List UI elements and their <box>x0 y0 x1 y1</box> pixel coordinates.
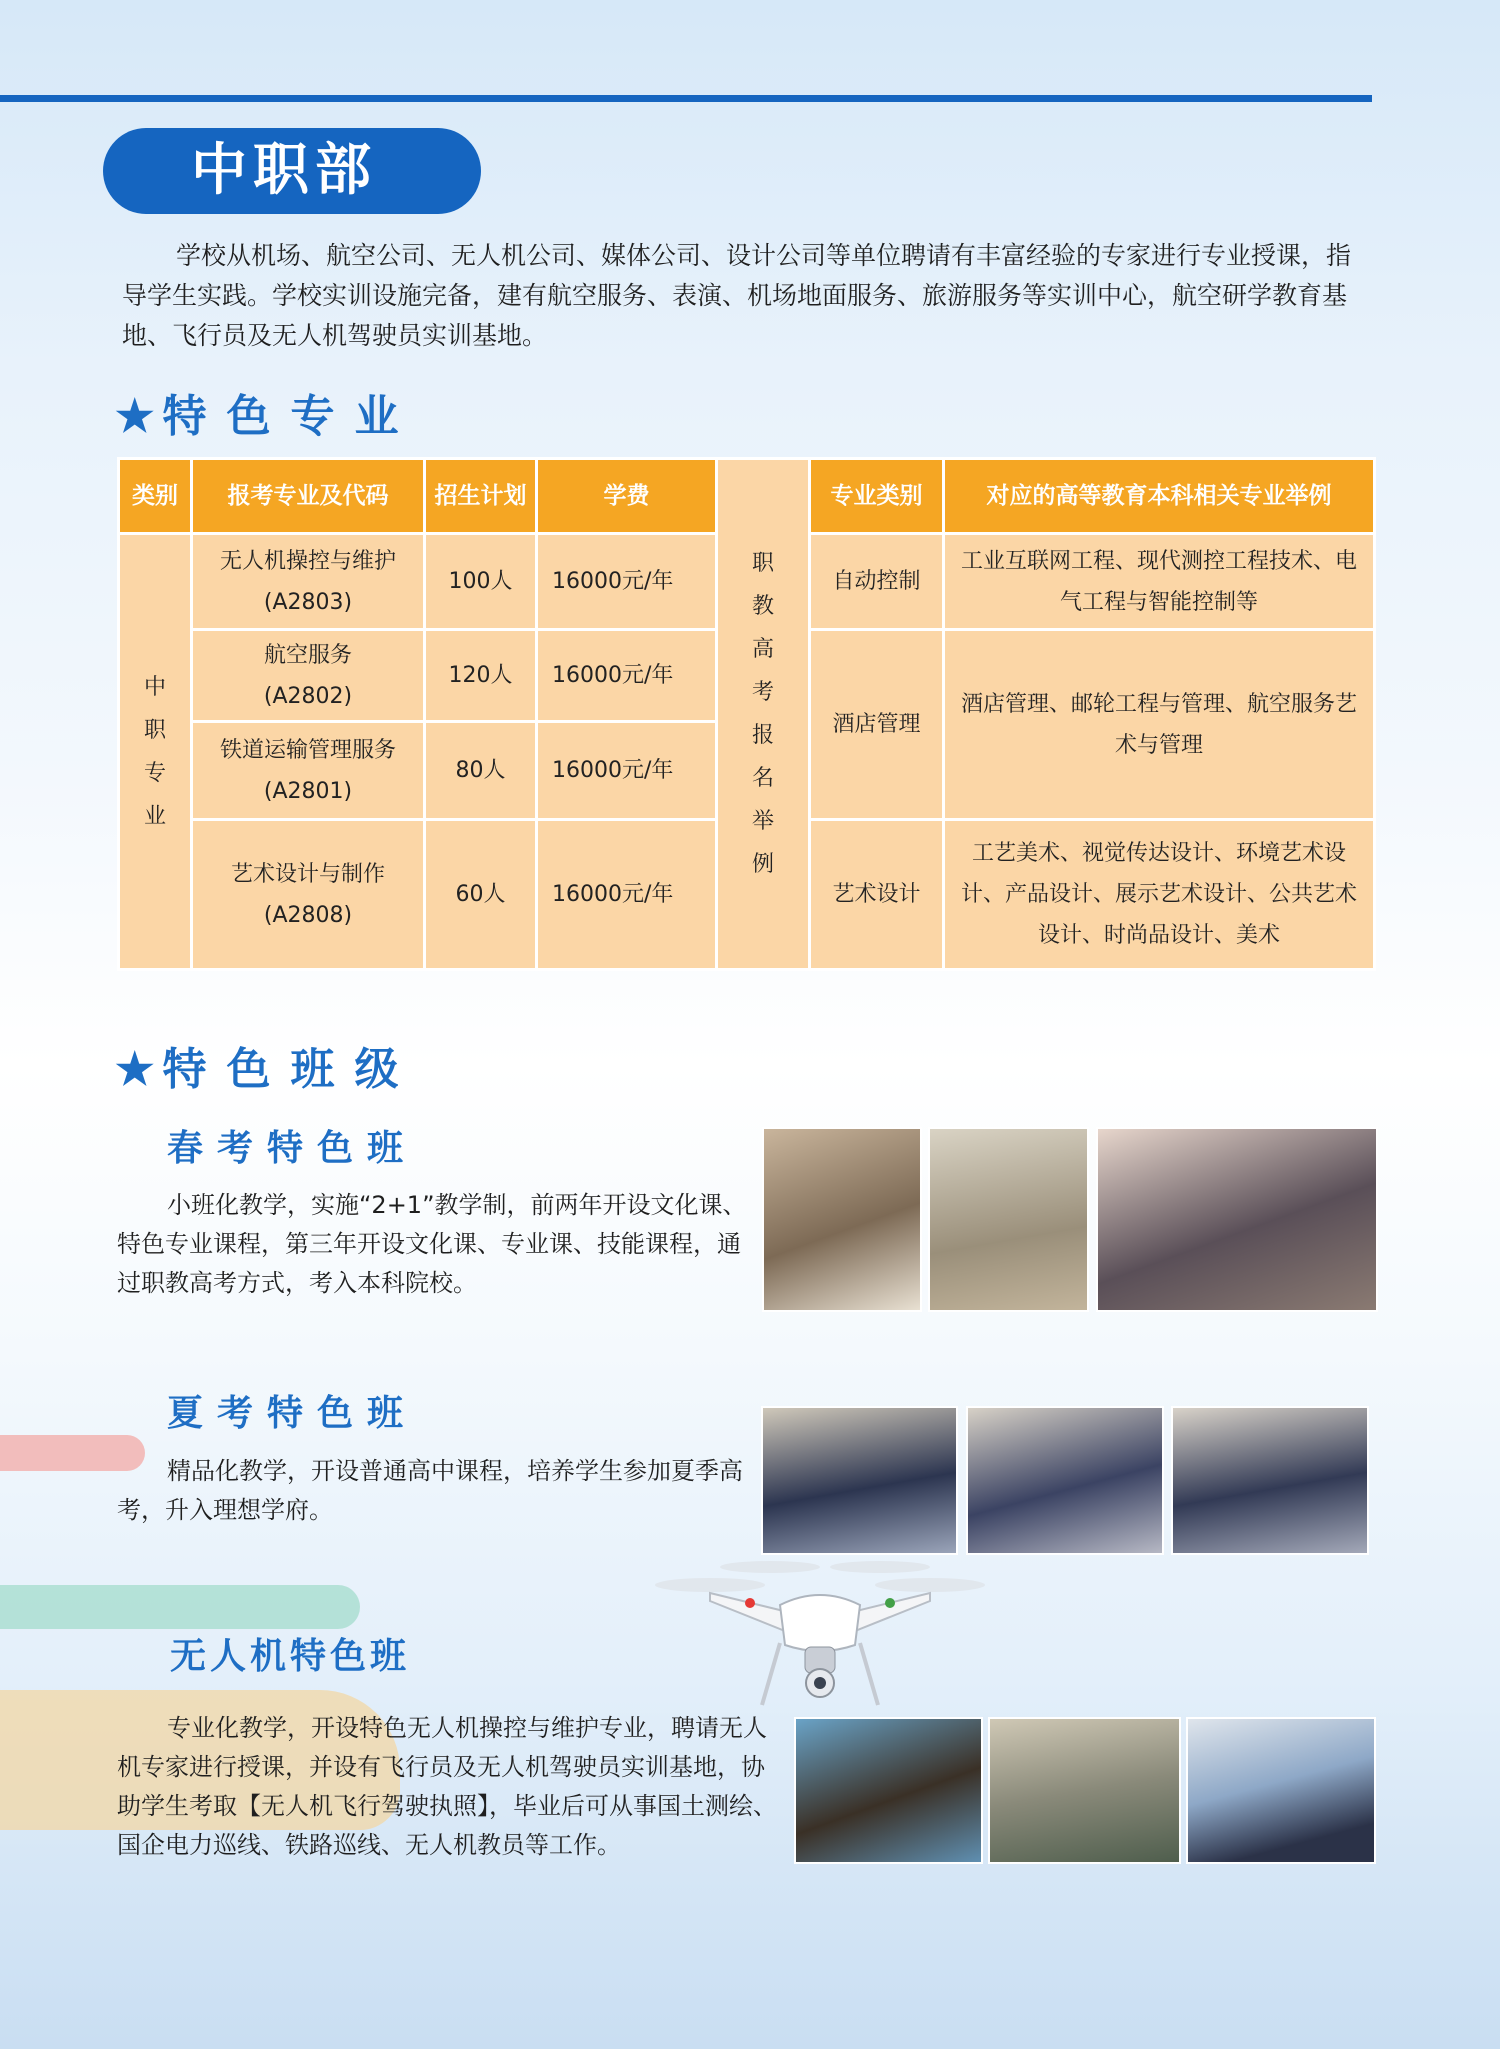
class-title-spring: 春考特色班 <box>167 1127 418 1169</box>
table-header: 对应的高等教育本科相关专业举例 <box>944 459 1375 534</box>
table-header: 类别 <box>119 459 192 534</box>
examples-cell: 酒店管理、邮轮工程与管理、航空服务艺术与管理 <box>944 630 1375 820</box>
type-cell: 自动控制 <box>810 534 944 630</box>
type-cell: 艺术设计 <box>810 820 944 970</box>
class-title-drone: 无人机特色班 <box>170 1635 411 1677</box>
photo-classroom <box>761 1406 958 1555</box>
page-title: 中职部 <box>103 128 481 214</box>
star-icon: ★ <box>115 391 163 442</box>
class-text-spring: 小班化教学，实施“2+1”教学制，前两年开设文化课、特色专业课程，第三年开设文化课、专业课、技能课程，通过职教高考方式，考入本科院校。 <box>117 1191 747 1297</box>
section-heading-majors <box>115 380 418 444</box>
photo-classroom <box>1171 1406 1369 1555</box>
photo-classroom <box>1096 1127 1378 1312</box>
fee-cell: 16000元/年 <box>537 820 717 970</box>
major-cell: 艺术设计与制作 (A2808) <box>192 820 425 970</box>
major-cell: 无人机操控与维护 (A2803) <box>192 534 425 630</box>
photo-classroom <box>928 1127 1089 1312</box>
table-header: 招生计划 <box>425 459 537 534</box>
drone-illustration <box>650 1555 990 1715</box>
major-cell: 铁道运输管理服务 (A2801) <box>192 722 425 820</box>
section-heading-classes <box>115 1033 418 1097</box>
plan-cell: 60人 <box>425 820 537 970</box>
table-header: 报考专业及代码 <box>192 459 425 534</box>
class-text-drone: 专业化教学，开设特色无人机操控与维护专业，聘请无人机专家进行授课，并设有飞行员及无人机驾驶员实训基地，协助学生考取【无人机飞行驾驶执照】，毕业后可从事国土测绘、国企电力巡线、铁路巡线、无人机教员等工作。 <box>117 1714 777 1859</box>
plan-cell: 120人 <box>425 630 537 722</box>
fee-cell: 16000元/年 <box>537 722 717 820</box>
exam-label-column: 职 教 高 考 报 名 举 例 <box>717 459 810 970</box>
star-icon: ★ <box>115 1044 163 1095</box>
examples-cell: 工艺美术、视觉传达设计、环境艺术设计、产品设计、展示艺术设计、公共艺术设计、时尚品设计、美术 <box>944 820 1375 970</box>
examples-cell: 工业互联网工程、现代测控工程技术、电气工程与智能控制等 <box>944 534 1375 630</box>
class-title-summer: 夏考特色班 <box>167 1392 418 1434</box>
section-title: 特色班级 <box>162 1044 419 1095</box>
category-cell: 中 职 专 业 <box>119 534 192 970</box>
photo-classroom <box>762 1127 922 1312</box>
photo-drone-class <box>1186 1717 1376 1864</box>
intro-paragraph: 学校从机场、航空公司、无人机公司、媒体公司、设计公司等单位聘请有丰富经验的专家进行专业授课，指导学生实践。学校实训设施完备，建有航空服务、表演、机场地面服务、旅游服务等实训中心，航空研学教育基地、飞行员及无人机驾驶员实训基地。 <box>122 241 1352 350</box>
plan-cell: 80人 <box>425 722 537 820</box>
decor-plane-shape <box>0 1585 360 1629</box>
plan-cell: 100人 <box>425 534 537 630</box>
major-cell: 航空服务 (A2802) <box>192 630 425 722</box>
section-title: 特色专业 <box>162 391 419 442</box>
photo-drone-class <box>794 1717 983 1864</box>
table-header-row <box>119 459 1375 534</box>
fee-cell: 16000元/年 <box>537 534 717 630</box>
table-header: 学费 <box>537 459 717 534</box>
top-rule <box>0 95 1372 102</box>
type-cell: 酒店管理 <box>810 630 944 820</box>
photo-drone-class <box>988 1717 1181 1864</box>
fee-cell: 16000元/年 <box>537 630 717 722</box>
photo-classroom <box>966 1406 1164 1555</box>
table-header: 专业类别 <box>810 459 944 534</box>
class-text-summer: 精品化教学，开设普通高中课程，培养学生参加夏季高考，升入理想学府。 <box>117 1457 743 1524</box>
majors-table <box>117 457 1376 971</box>
